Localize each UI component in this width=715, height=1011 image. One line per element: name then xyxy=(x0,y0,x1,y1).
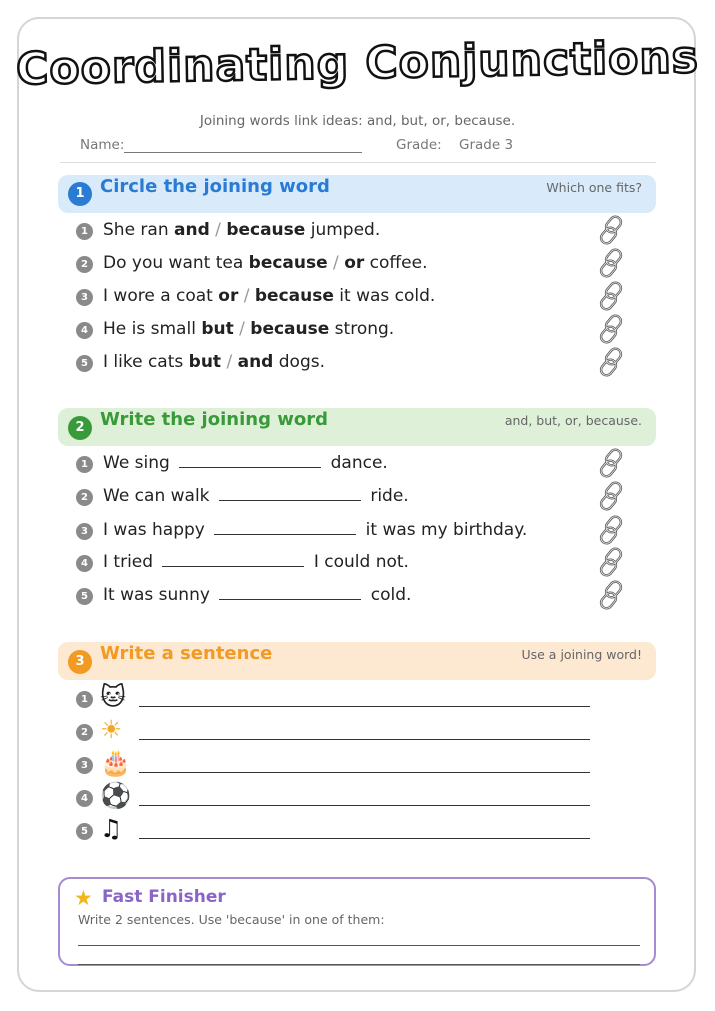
answer-blank[interactable] xyxy=(219,486,361,501)
sentence xyxy=(103,552,409,572)
choice-b[interactable]: because xyxy=(250,319,330,339)
sentence-start: He is small xyxy=(103,319,202,339)
chain-link-icon xyxy=(595,514,627,546)
section-1-badge: 1 xyxy=(68,182,92,206)
list-item xyxy=(76,715,596,745)
grade-label: Grade: xyxy=(396,137,442,153)
cat-face-icon: 🐱 xyxy=(100,682,127,711)
choice-b[interactable]: because xyxy=(254,286,334,306)
item-number: 1 xyxy=(76,456,93,473)
list-item xyxy=(76,781,596,811)
choice-b[interactable]: or xyxy=(344,253,365,273)
list-item xyxy=(76,814,596,844)
sentence-start: I was happy xyxy=(103,520,205,540)
fast-finisher-title: Fast Finisher xyxy=(102,887,226,907)
sentence-end: I could not. xyxy=(313,552,409,572)
birthday-cake-icon: 🎂 xyxy=(100,748,132,777)
section-2-title: Write the joining word xyxy=(100,409,328,430)
item-number: 3 xyxy=(76,523,93,540)
soccer-ball-icon: ⚽ xyxy=(100,781,132,810)
chain-link-icon xyxy=(595,214,627,246)
list-item xyxy=(76,748,596,778)
answer-line[interactable] xyxy=(78,945,640,946)
answer-blank[interactable] xyxy=(179,453,321,468)
choice-b[interactable]: because xyxy=(226,220,306,240)
choice-a[interactable]: but xyxy=(188,352,222,372)
item-number: 1 xyxy=(76,691,93,708)
chain-link-icon xyxy=(595,247,627,279)
section-3-title: Write a sentence xyxy=(100,643,273,664)
choice-a[interactable]: or xyxy=(218,286,239,306)
chain-link-icon xyxy=(595,480,627,512)
item-number: 5 xyxy=(76,823,93,840)
item-number: 2 xyxy=(76,724,93,741)
grade-value: Grade 3 xyxy=(459,137,514,153)
sentence xyxy=(103,352,325,372)
sentence xyxy=(103,253,427,273)
sentence-start: We sing xyxy=(103,453,170,473)
slash-separator: / xyxy=(238,286,255,306)
chain-link-icon xyxy=(595,313,627,345)
item-number: 2 xyxy=(76,256,93,273)
section-3-header xyxy=(58,642,656,680)
chain-link-icon xyxy=(595,579,627,611)
item-number: 4 xyxy=(76,555,93,572)
sentence-start: I wore a coat xyxy=(103,286,219,306)
sentence-end: ride. xyxy=(370,486,409,506)
page-subtitle: Joining words link ideas: and, but, or, because. xyxy=(199,113,516,129)
slash-separator: / xyxy=(221,352,238,372)
item-number: 3 xyxy=(76,289,93,306)
answer-line[interactable] xyxy=(139,838,590,839)
item-number: 5 xyxy=(76,588,93,605)
sentence-end: dogs. xyxy=(273,352,326,372)
answer-blank[interactable] xyxy=(219,585,361,600)
music-notes-icon: ♫ xyxy=(100,814,123,843)
slash-separator: / xyxy=(327,253,345,273)
sentence-end: it was cold. xyxy=(333,286,436,306)
chain-link-icon xyxy=(595,546,627,578)
choice-a[interactable]: because xyxy=(248,253,328,273)
chain-link-icon xyxy=(595,280,627,312)
section-2-badge: 2 xyxy=(68,416,92,440)
list-item xyxy=(76,682,596,712)
sentence-start: Do you want tea xyxy=(103,253,249,273)
choice-a[interactable]: and xyxy=(174,220,210,240)
section-1-header xyxy=(58,175,656,213)
sentence-start: It was sunny xyxy=(103,585,210,605)
sentence-end: jumped. xyxy=(305,220,381,240)
answer-blank[interactable] xyxy=(214,520,356,535)
sentence-start: We can walk xyxy=(103,486,210,506)
section-3-badge: 3 xyxy=(68,650,92,674)
answer-line[interactable] xyxy=(78,964,640,965)
answer-line[interactable] xyxy=(139,739,590,740)
sentence xyxy=(103,585,411,605)
header-divider xyxy=(60,162,656,163)
item-number: 4 xyxy=(76,322,93,339)
answer-line[interactable] xyxy=(139,772,590,773)
slash-separator: / xyxy=(233,319,251,339)
name-label: Name: xyxy=(80,137,125,153)
sentence xyxy=(103,453,388,473)
star-icon: ★ xyxy=(74,886,93,910)
fast-finisher-instructions: Write 2 sentences. Use 'because' in one of them: xyxy=(78,912,385,927)
sentence-end: strong. xyxy=(329,319,395,339)
chain-link-icon xyxy=(595,447,627,479)
page-title: Coordinating Conjunctions xyxy=(15,32,700,95)
sentence-end: dance. xyxy=(330,453,388,473)
sentence xyxy=(103,220,380,240)
item-number: 3 xyxy=(76,757,93,774)
answer-line[interactable] xyxy=(139,706,590,707)
sentence-start: She ran xyxy=(103,220,175,240)
section-1-note: Which one fits? xyxy=(546,180,642,195)
sentence-end: it was my birthday. xyxy=(365,520,528,540)
sentence xyxy=(103,520,527,540)
sentence-start: I like cats xyxy=(103,352,189,372)
sentence xyxy=(103,319,394,339)
item-number: 2 xyxy=(76,489,93,506)
sentence xyxy=(103,286,435,306)
sun-icon: ☀ xyxy=(100,715,123,744)
fast-finisher-box xyxy=(58,877,656,966)
answer-line[interactable] xyxy=(139,805,590,806)
item-number: 1 xyxy=(76,223,93,240)
item-number: 5 xyxy=(76,355,93,372)
slash-separator: / xyxy=(209,220,227,240)
item-number: 4 xyxy=(76,790,93,807)
chain-link-icon xyxy=(595,346,627,378)
sentence-start: I tried xyxy=(103,552,154,572)
sentence-end: coffee. xyxy=(364,253,428,273)
name-field-line[interactable] xyxy=(124,152,362,153)
answer-blank[interactable] xyxy=(162,552,304,567)
section-3-note: Use a joining word! xyxy=(521,647,642,662)
sentence-end: cold. xyxy=(370,585,412,605)
section-2-header xyxy=(58,408,656,446)
sentence xyxy=(103,486,409,506)
choice-b[interactable]: and xyxy=(237,352,274,372)
section-2-note: and, but, or, because. xyxy=(504,413,642,428)
choice-a[interactable]: but xyxy=(201,319,234,339)
section-1-title: Circle the joining word xyxy=(100,176,330,197)
